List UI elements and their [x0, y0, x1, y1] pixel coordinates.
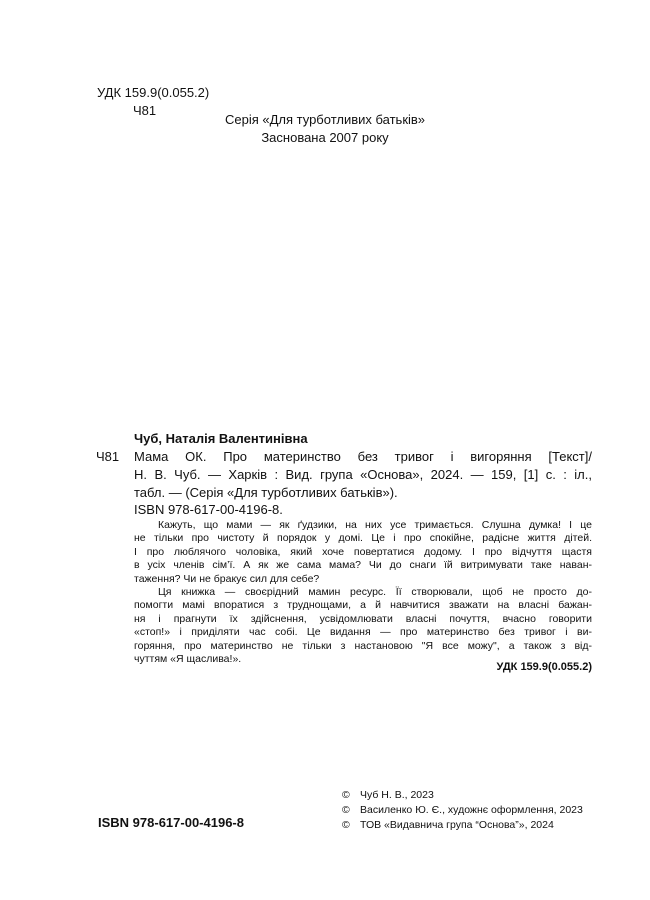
copyright-text: ТОВ «Видавнича група “Основа”», 2024 [360, 819, 554, 831]
abstract-line: «стоп!» і приділяти час собі. Це видання — про материнство без тривог і ви- [134, 626, 592, 639]
copyright-symbol: © [342, 789, 350, 801]
abstract-line: помогти мамі впоратися з труднощами, а й навчитися зважати на власні бажан- [134, 599, 592, 612]
abstract-line: ня і прагнути їх здійснення, усвідомлювати власні почуття, вчасно говорити [134, 612, 592, 625]
bibliographic-description [134, 448, 592, 502]
copyright-symbol: © [342, 819, 350, 831]
abstract-line: в усіх членів сім’ї. А як же сама мама? Чи до снаги їй витримувати таке наван- [134, 559, 592, 572]
copyright-text: Василенко Ю. Є., художнє оформлення, 2023 [360, 804, 583, 816]
udk-code-top: УДК 159.9(0.055.2) [97, 85, 210, 100]
copyright-item [342, 818, 583, 833]
author-code-top: Ч81 [133, 103, 157, 118]
catalog-author: Чуб, Наталія Валентинівна [134, 431, 308, 446]
series-block [0, 111, 650, 147]
abstract-line: Кажуть, що мами — як ґудзики, на них усе тримається. Слушна думка! І це [158, 519, 592, 531]
biblio-line: Мама ОК. Про материнство без тривог і вигоряння [Текст]/ [134, 449, 592, 464]
copyright-item [342, 788, 583, 803]
abstract-udk: УДК 159.9(0.055.2) [496, 661, 592, 673]
abstract-line: чуттям «Я щаслива!». [134, 653, 242, 666]
catalog-isbn: ISBN 978-617-00-4196-8. [134, 502, 283, 517]
copyright-list [342, 788, 583, 833]
abstract [134, 519, 592, 666]
series-founded: Заснована 2007 року [261, 130, 389, 145]
copyright-text: Чуб Н. В., 2023 [360, 789, 434, 801]
abstract-line: Ця книжка — своєрідний мамин ресурс. Її створювали, щоб не просто до- [158, 586, 592, 599]
copyright-item [342, 803, 583, 818]
biblio-line: табл. — (Серія «Для турботливих батьків»). [134, 485, 398, 500]
copyright-symbol: © [342, 804, 350, 816]
catalog-author-code: Ч81 [96, 449, 120, 464]
abstract-line: горяння, про материнство не тільки з настановою "Я все можу", а також з від- [134, 639, 592, 652]
footer-isbn: ISBN 978-617-00-4196-8 [98, 815, 244, 830]
abstract-line: І про люблячого чоловіка, який хоче повертатися додому. І про відчуття щастя [134, 545, 592, 558]
biblio-line: Н. В. Чуб. — Харків : Вид. група «Основа», 2024. — 159, [1] с. : іл., [134, 467, 592, 482]
abstract-line: не тільки про чистоту й порядок у домі. Це і про спокійне, радісне життя дітей. [134, 532, 592, 545]
abstract-line: таження? Чи не бракує сил для себе? [134, 572, 320, 585]
series-title: Серія «Для турботливих батьків» [224, 112, 426, 127]
